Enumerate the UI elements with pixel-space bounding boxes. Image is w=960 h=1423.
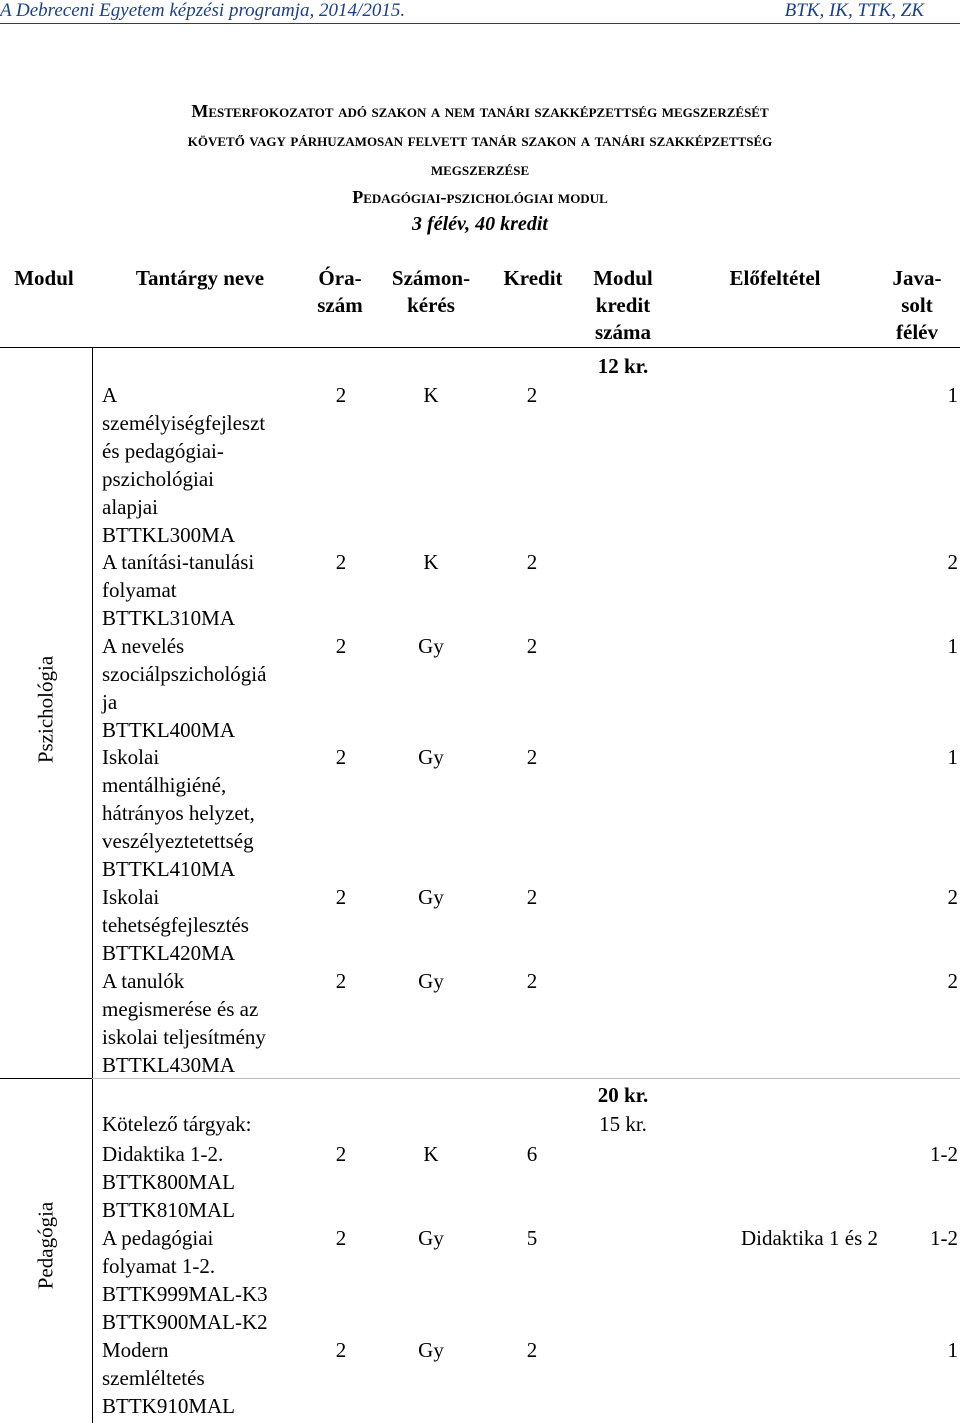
col-header-modul-kredit-2: kredit (595, 293, 651, 317)
subject-line: BTTK800MAL (102, 1170, 235, 1194)
row-kredit: 2 (526, 550, 538, 574)
col-header-oraszam-1: Óra- (318, 266, 362, 290)
subject-line: BTTK810MAL (102, 1198, 235, 1222)
col-header-tantargy: Tantárgy neve (135, 266, 265, 290)
subject-line: szociálpszichológiá (102, 662, 267, 686)
row-szamonkeres: K (423, 1142, 439, 1166)
col-header-javasolt-felev-2: solt (901, 293, 933, 317)
row-felev: 1 (947, 745, 958, 769)
subject-line: BTTK910MAL (102, 1394, 235, 1418)
row-oraszam: 2 (335, 1226, 347, 1250)
subject-line: ja (102, 690, 118, 714)
col-header-oraszam-2: szám (317, 293, 363, 317)
row-kredit: 2 (526, 969, 538, 993)
subject-line: BTTKL410MA (102, 857, 235, 881)
row-felev: 2 (947, 969, 958, 993)
row-kredit: 6 (526, 1142, 538, 1166)
module-credit-pedagogia: 20 kr. (597, 1083, 649, 1107)
col-header-oraszam (302, 265, 378, 319)
col-header-javasolt-felev (876, 265, 958, 346)
subject-line: A tanítási-tanulási (102, 550, 255, 574)
table-header-rule (0, 347, 960, 348)
subject-line: BTTKL430MA (102, 1053, 235, 1077)
row-kredit: 2 (526, 885, 538, 909)
row-oraszam: 2 (335, 745, 347, 769)
row-szamonkeres: Gy (418, 885, 444, 909)
running-header-left: A Debreceni Egyetem képzési programja, 2014/2015. (0, 0, 406, 21)
subject-line: hátrányos helyzet, (102, 801, 255, 825)
header-rule (0, 23, 960, 24)
group-label-pszichologia: Pszichológia (33, 655, 58, 764)
subject-line: BTTK900MAL-K2 (102, 1310, 268, 1334)
row-oraszam: 2 (335, 1338, 347, 1362)
subject-line: személyiségfejleszt (102, 411, 266, 435)
title-line-1: Mesterfokozatot adó szakon a nem tanári szakképzettség megszerzését (191, 101, 769, 121)
group-label-pedagogia: Pedagógia (33, 1201, 58, 1290)
subject-line: veszélyeztetettség (102, 829, 254, 853)
col-header-szamonkeres-2: kérés (407, 293, 455, 317)
col-header-javasolt-felev-1: Java- (892, 266, 942, 290)
subject-line: BTTKL400MA (102, 718, 235, 742)
row-szamonkeres: Gy (418, 969, 444, 993)
title-line-3: megszerzése (430, 159, 530, 179)
subject-line: szemléltetés (102, 1366, 205, 1390)
col-header-modul-kredit (580, 265, 666, 346)
row-felev: 1 (947, 383, 958, 407)
table-row-subject (102, 743, 302, 883)
row-felev: 2 (947, 550, 958, 574)
subject-line: pszichológiai (102, 467, 214, 491)
subject-line: alapjai (102, 495, 158, 519)
row-szamonkeres: Gy (418, 1338, 444, 1362)
title-line-5: 3 félév, 40 kredit (412, 213, 548, 235)
subject-line: A tanulók (102, 969, 185, 993)
row-kredit: 5 (526, 1226, 538, 1250)
mandatory-subjects-label: Kötelező tárgyak: (102, 1112, 252, 1136)
subject-line: megismerése és az (102, 997, 259, 1021)
row-felev: 1 (947, 634, 958, 658)
row-felev: 2 (947, 885, 958, 909)
row-kredit: 2 (526, 383, 538, 407)
subject-line: BTTKL420MA (102, 941, 235, 965)
row-szamonkeres: Gy (418, 745, 444, 769)
module-column-rule (92, 347, 93, 1423)
row-szamonkeres: K (423, 383, 439, 407)
row-felev: 1 (947, 1338, 958, 1362)
subject-line: Iskolai (102, 885, 160, 909)
row-elofeltetel: Didaktika 1 és 2 (740, 1226, 878, 1250)
row-kredit: 2 (526, 634, 538, 658)
row-kredit: 2 (526, 745, 538, 769)
row-oraszam: 2 (335, 634, 347, 658)
row-szamonkeres: Gy (418, 634, 444, 658)
subject-line: Iskolai (102, 745, 160, 769)
row-szamonkeres: Gy (418, 1226, 444, 1250)
subject-line: folyamat (102, 578, 177, 602)
subject-line: BTTKL310MA (102, 606, 235, 630)
running-header-right: BTK, IK, TTK, ZK (784, 0, 924, 21)
row-felev: 1-2 (930, 1142, 958, 1166)
row-szamonkeres: K (423, 550, 439, 574)
col-header-javasolt-felev-3: félév (896, 320, 938, 344)
title-line-2: követő vagy párhuzamosan felvett tanár szakon a tanári szakképzettség (187, 130, 773, 150)
col-header-szamonkeres-1: Számon- (391, 266, 471, 290)
subject-line: BTTKL300MA (102, 523, 235, 547)
subject-line: mentálhigiéné, (102, 773, 227, 797)
subject-line: Didaktika 1-2. (102, 1142, 224, 1166)
subject-line: A pedagógiai (102, 1226, 214, 1250)
subject-line: A nevelés (102, 634, 185, 658)
subject-line: folyamat 1-2. (102, 1254, 216, 1278)
subject-line: és pedagógiai- (102, 439, 224, 463)
table-row-subject (102, 632, 302, 744)
table-row-subject (102, 1224, 302, 1336)
table-row-subject (102, 1336, 302, 1420)
row-felev: 1-2 (930, 1226, 958, 1250)
group-divider-rule (0, 1078, 92, 1079)
table-row-subject (102, 883, 302, 967)
subject-line: BTTK999MAL-K3 (102, 1282, 268, 1306)
col-header-elofeltetel: Előfeltétel (729, 266, 821, 290)
subject-line: Modern (102, 1338, 169, 1362)
col-header-szamonkeres (378, 265, 484, 319)
row-oraszam: 2 (335, 969, 347, 993)
mandatory-subjects-credit: 15 kr. (599, 1112, 647, 1136)
table-row-subject (102, 548, 302, 632)
row-oraszam: 2 (335, 1142, 347, 1166)
title-line-4: Pedagógiai-pszichológiai modul (352, 187, 608, 207)
row-oraszam: 2 (335, 550, 347, 574)
subject-line: iskolai teljesítmény (102, 1025, 266, 1049)
row-oraszam: 2 (335, 383, 347, 407)
subject-line: tehetségfejlesztés (102, 913, 249, 937)
table-row-subject (102, 1140, 302, 1224)
subject-line: A (102, 383, 118, 407)
module-credit-pszichologia: 12 kr. (597, 354, 649, 378)
col-header-modul-kredit-3: száma (595, 320, 651, 344)
col-header-modul: Modul (14, 266, 74, 290)
col-header-kredit: Kredit (503, 266, 563, 290)
row-oraszam: 2 (335, 885, 347, 909)
col-header-modul-kredit-1: Modul (593, 266, 653, 290)
table-row-subject (102, 967, 302, 1079)
row-kredit: 2 (526, 1338, 538, 1362)
table-row-subject (102, 381, 302, 549)
